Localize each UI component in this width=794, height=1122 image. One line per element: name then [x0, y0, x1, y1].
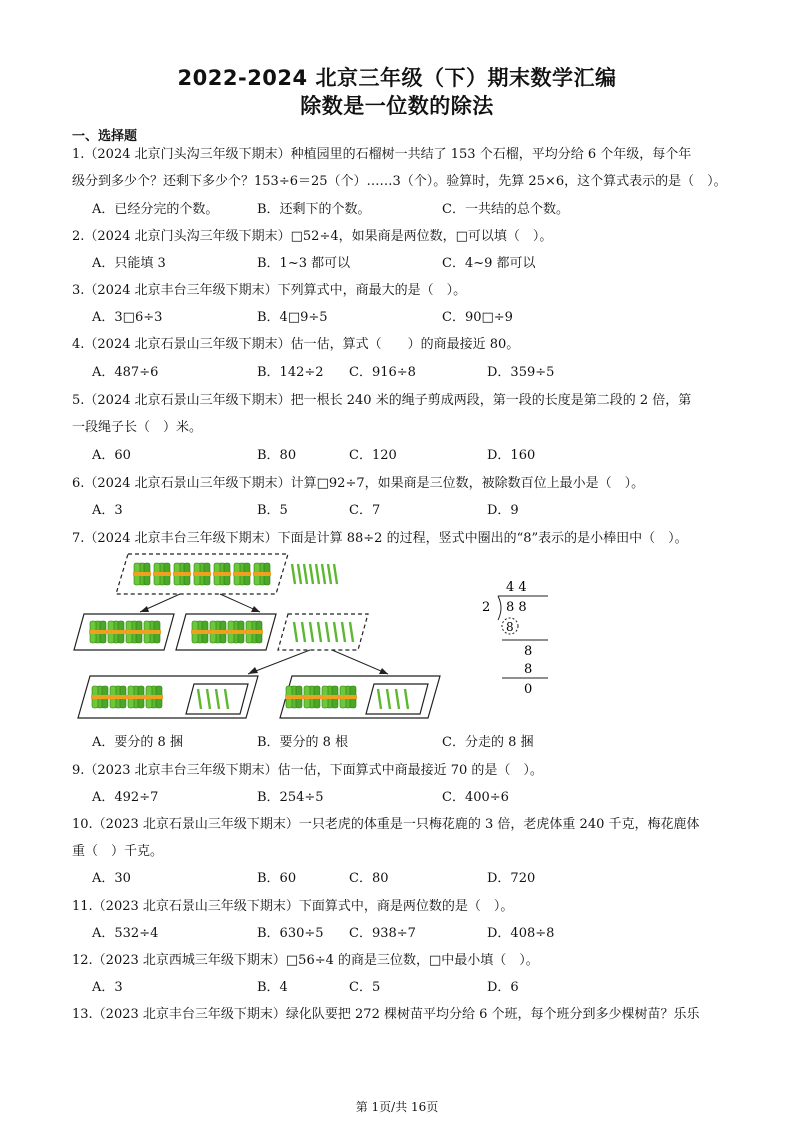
ld-row-2: 8 [524, 644, 533, 659]
ld-remainder: 0 [524, 682, 533, 697]
stick-bundle-diagram [70, 552, 450, 724]
option-d[interactable]: D．408÷8 [487, 926, 555, 941]
option-a[interactable]: A．3 [92, 980, 123, 995]
option-c[interactable]: C．5 [349, 980, 381, 995]
section-heading: 一、选择题 [72, 129, 138, 144]
page-footer: 第 1页/共 16页 [355, 1100, 439, 1114]
option-d[interactable]: D．9 [487, 503, 519, 518]
question-5-line-1: 5.（2024 北京石景山三年级下期末）把一根长 240 米的绳子剪成两段，第一段的长度是第二段的 2 倍，第 [72, 393, 692, 408]
option-b[interactable]: B．142÷2 [257, 365, 324, 380]
question-7-line-1: 7.（2024 北京丰台三年级下期末）下面是计算 88÷2 的过程，竖式中圈出的“8”表示的是小棒田中（ ）。 [72, 531, 688, 546]
question-6-line-1: 6.（2024 北京石景山三年级下期末）计算□92÷7，如果商是三位数，被除数百位上最小是（ ）。 [72, 476, 645, 491]
option-b[interactable]: B．5 [257, 503, 288, 518]
option-b[interactable]: B．254÷5 [257, 790, 324, 805]
question-12-line-1: 12.（2023 北京西城三年级下期末）□56÷4 的商是三位数，□中最小填（ ）。 [72, 953, 539, 968]
question-4-line-1: 4.（2024 北京石景山三年级下期末）估一估，算式（ ）的商最接近 80。 [72, 337, 520, 352]
option-d[interactable]: D．160 [487, 448, 536, 463]
question-1-line-2: 级分到多少个？还剩下多少个？153÷6＝25（个）……3（个）。验算时，先算 25×6，这个算式表示的是（ ）。 [72, 174, 727, 189]
option-d[interactable]: D．720 [487, 871, 536, 886]
option-b[interactable]: B．4□9÷5 [257, 310, 328, 325]
option-a[interactable]: A．已经分完的个数。 [92, 202, 219, 217]
option-a[interactable]: A．492÷7 [92, 790, 159, 805]
option-c[interactable]: C．4~9 都可以 [442, 256, 536, 271]
question-1-line-1: 1.（2024 北京门头沟三年级下期末）种植园里的石榴树一共结了 153 个石榴，平均分给 6 个年级，每个年 [72, 147, 692, 162]
question-13-line-1: 13.（2023 北京丰台三年级下期末）绿化队要把 272 棵树苗平均分给 6 个班，每个班分到多少棵树苗？乐乐 [72, 1007, 700, 1022]
option-c[interactable]: C．一共结的总个数。 [442, 202, 569, 217]
ld-dividend: 8 8 [506, 600, 527, 615]
long-division [476, 578, 556, 698]
option-c[interactable]: C．400÷6 [442, 790, 509, 805]
option-b[interactable]: B．60 [257, 871, 297, 886]
question-11-line-1: 11.（2023 北京石景山三年级下期末）下面算式中，商是两位数的是（ ）。 [72, 899, 514, 914]
option-a[interactable]: A．只能填 3 [92, 256, 166, 271]
option-b[interactable]: B．630÷5 [257, 926, 324, 941]
ld-divisor: 2 [482, 600, 491, 615]
ld-row-3: 8 [524, 662, 533, 677]
option-a[interactable]: A．60 [92, 448, 131, 463]
page-subtitle: 除数是一位数的除法 [300, 94, 494, 118]
option-b[interactable]: B．还剩下的个数。 [257, 202, 371, 217]
option-b[interactable]: B．要分的 8 根 [257, 735, 349, 750]
option-c[interactable]: C．916÷8 [349, 365, 416, 380]
option-c[interactable]: C．7 [349, 503, 381, 518]
option-a[interactable]: A．要分的 8 捆 [92, 735, 183, 750]
question-2-line-1: 2.（2024 北京门头沟三年级下期末）□52÷4，如果商是两位数，□可以填（ ）。 [72, 229, 553, 244]
ld-circled-digit: 8 [506, 620, 514, 634]
option-a[interactable]: A．30 [92, 871, 131, 886]
question-9-line-1: 9.（2023 北京丰台三年级下期末）估一估，下面算式中商最接近 70 的是（ ）。 [72, 763, 543, 778]
option-b[interactable]: B．80 [257, 448, 297, 463]
ld-quotient: 4 4 [506, 580, 527, 595]
option-c[interactable]: C．90□÷9 [442, 310, 513, 325]
option-c[interactable]: C．分走的 8 捆 [442, 735, 534, 750]
question-5-line-2: 一段绳子长（ ）米。 [72, 420, 203, 435]
option-a[interactable]: A．487÷6 [92, 365, 159, 380]
question-10-line-2: 重（ ）千克。 [72, 844, 164, 859]
question-10-line-1: 10.（2023 北京石景山三年级下期末）一只老虎的体重是一只梅花鹿的 3 倍，老虎体重 240 千克，梅花鹿体 [72, 817, 700, 832]
page-title: 2022-2024 北京三年级（下）期末数学汇编 [177, 66, 617, 90]
option-c[interactable]: C．938÷7 [349, 926, 416, 941]
option-a[interactable]: A．3 [92, 503, 123, 518]
option-a[interactable]: A．3□6÷3 [92, 310, 163, 325]
option-a[interactable]: A．532÷4 [92, 926, 159, 941]
option-b[interactable]: B．4 [257, 980, 288, 995]
option-c[interactable]: C．120 [349, 448, 397, 463]
option-d[interactable]: D．359÷5 [487, 365, 555, 380]
option-c[interactable]: C．80 [349, 871, 389, 886]
question-3-line-1: 3.（2024 北京丰台三年级下期末）下列算式中，商最大的是（ ）。 [72, 283, 467, 298]
option-d[interactable]: D．6 [487, 980, 519, 995]
option-b[interactable]: B．1~3 都可以 [257, 256, 351, 271]
